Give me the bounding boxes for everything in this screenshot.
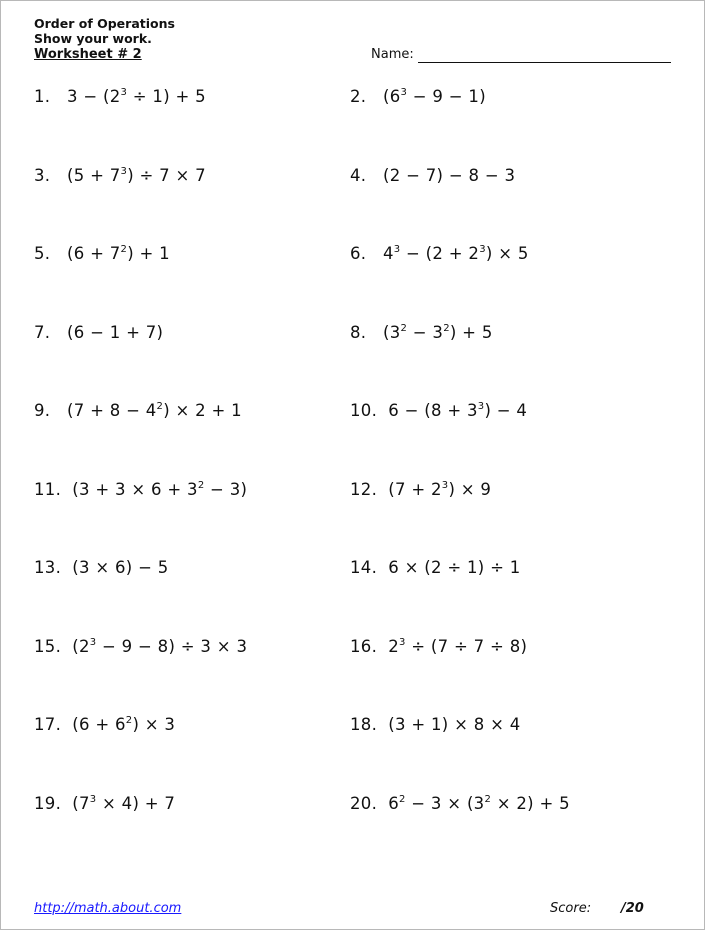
expression-text: (7 + 8 − 4 — [66, 401, 157, 420]
exponent: 2 — [156, 401, 164, 412]
exponent: 2 — [484, 793, 492, 805]
expression-text: (5 + 7 — [66, 165, 121, 185]
problem-expression — [67, 401, 242, 420]
problem-number: 15. — [34, 636, 62, 656]
exponent: 3 — [399, 636, 406, 648]
expression-text: ) × 9 — [448, 479, 492, 499]
expression-text: 6 − (8 + 3 — [388, 401, 478, 420]
problem-number: 7. — [34, 322, 51, 342]
problem-number: 6. — [350, 244, 367, 263]
exponent: 2 — [120, 244, 128, 255]
expression-text: (6 − 1 + 7) — [66, 322, 164, 342]
expression-text: (6 + 6 — [72, 715, 126, 734]
problem-19 — [34, 794, 175, 814]
expression-text: ) × 3 — [132, 715, 176, 734]
exponent: 3 — [89, 636, 97, 648]
expression-text: ÷ (7 ÷ 7 ÷ 8) — [405, 636, 528, 656]
problem-number: 9. — [34, 401, 51, 420]
expression-text: (3 + 1) × 8 × 4 — [388, 715, 521, 734]
expression-text: ) × 2 + 1 — [163, 401, 242, 420]
name-label: Name: — [371, 47, 414, 62]
problem-expression — [72, 480, 247, 499]
problem-5 — [34, 244, 170, 264]
name-line[interactable] — [418, 62, 671, 63]
problem-expression — [383, 166, 515, 185]
expression-text: (3 × 6) − 5 — [72, 558, 169, 577]
problem-10 — [350, 401, 527, 421]
problem-number: 19. — [34, 793, 62, 813]
expression-text: ) ÷ 7 × 7 — [127, 165, 206, 185]
expression-text: − 9 − 8) ÷ 3 × 3 — [96, 636, 248, 656]
expression-text: − 3 — [407, 322, 444, 342]
score-label: Score: — [550, 901, 592, 916]
problem-number: 5. — [34, 244, 51, 263]
expression-text: × 4) + 7 — [96, 793, 176, 813]
expression-text: 6 × (2 ÷ 1) ÷ 1 — [388, 558, 521, 577]
expression-text: − (2 + 2 — [400, 244, 480, 263]
expression-text: ) − 4 — [484, 401, 528, 420]
expression-text: 4 — [382, 244, 394, 263]
problem-8 — [350, 323, 493, 343]
exponent: 3 — [441, 479, 449, 491]
problem-number: 16. — [350, 636, 378, 656]
exponent: 2 — [197, 479, 205, 491]
problem-number: 12. — [350, 479, 378, 499]
worksheet-number: Worksheet # 2 — [34, 47, 142, 62]
problem-number: 11. — [34, 479, 62, 499]
problem-2 — [350, 87, 486, 107]
expression-text: − 3 × (3 — [405, 793, 485, 813]
problem-number: 13. — [34, 558, 62, 577]
problem-1 — [34, 87, 206, 107]
exponent: 2 — [399, 793, 406, 805]
expression-text: ) + 1 — [127, 244, 170, 263]
problem-expression — [72, 794, 175, 813]
problem-expression — [72, 637, 247, 656]
worksheet-instruction: Show your work. — [34, 31, 152, 46]
expression-text: ) × 5 — [485, 244, 529, 263]
problem-expression — [388, 715, 520, 734]
problem-expression — [72, 558, 168, 577]
problem-number: 4. — [350, 165, 367, 185]
problem-expression — [383, 323, 493, 342]
expression-text: − 9 − 1) — [407, 87, 486, 106]
exponent: 3 — [393, 244, 401, 255]
exponent: 3 — [400, 87, 408, 98]
problem-11 — [34, 480, 247, 500]
expression-text: × 2) + 5 — [491, 793, 570, 813]
problem-14 — [350, 558, 521, 578]
problem-expression — [383, 87, 486, 106]
problem-expression — [388, 401, 527, 420]
problem-18 — [350, 715, 521, 735]
expression-text: (7 — [72, 793, 90, 813]
problem-expression — [72, 715, 175, 734]
expression-text: (6 — [382, 87, 401, 106]
problem-number: 14. — [350, 558, 378, 577]
worksheet-title: Order of Operations — [34, 16, 175, 31]
problem-expression — [67, 244, 170, 263]
problem-number: 17. — [34, 715, 62, 734]
problem-expression — [388, 558, 520, 577]
problem-3 — [34, 166, 206, 186]
expression-text: ÷ 1) + 5 — [127, 87, 206, 106]
exponent: 2 — [443, 322, 450, 334]
problem-15 — [34, 637, 247, 657]
problem-expression — [383, 244, 529, 263]
exponent: 2 — [125, 715, 133, 726]
expression-text: ) + 5 — [449, 322, 493, 342]
problem-12 — [350, 480, 491, 500]
expression-text: 6 — [388, 793, 400, 813]
exponent: 2 — [400, 322, 408, 334]
problem-expression — [388, 794, 570, 813]
expression-text: (6 + 7 — [66, 244, 121, 263]
problem-9 — [34, 401, 242, 421]
problem-6 — [350, 244, 529, 264]
exponent: 3 — [120, 87, 128, 98]
problem-number: 1. — [34, 87, 51, 106]
expression-text: − 3) — [204, 479, 248, 499]
exponent: 3 — [120, 165, 128, 177]
expression-text: (2 — [72, 636, 90, 656]
problem-number: 2. — [350, 87, 367, 106]
problem-number: 18. — [350, 715, 378, 734]
problem-16 — [350, 637, 527, 657]
expression-text: 2 — [388, 636, 400, 656]
expression-text: (7 + 2 — [388, 479, 442, 499]
problem-expression — [67, 87, 206, 106]
exponent: 3 — [89, 793, 97, 805]
problem-number: 20. — [350, 793, 378, 813]
exponent: 3 — [479, 244, 486, 255]
expression-text: 3 − (2 — [66, 87, 121, 106]
footer-link[interactable]: http://math.about.com — [34, 901, 182, 916]
problem-13 — [34, 558, 169, 578]
problem-expression — [67, 323, 163, 342]
exponent: 3 — [477, 401, 485, 412]
expression-text: (2 − 7) − 8 − 3 — [382, 165, 516, 185]
problem-number: 3. — [34, 165, 51, 185]
problem-number: 10. — [350, 401, 378, 420]
problem-7 — [34, 323, 163, 343]
problem-expression — [388, 637, 527, 656]
problem-20 — [350, 794, 570, 814]
problem-17 — [34, 715, 175, 735]
problem-expression — [388, 480, 491, 499]
expression-text: (3 — [382, 322, 401, 342]
problem-number: 8. — [350, 322, 367, 342]
problem-4 — [350, 166, 515, 186]
problem-expression — [67, 166, 206, 185]
score-total: /20 — [621, 901, 644, 916]
expression-text: (3 + 3 × 6 + 3 — [72, 479, 198, 499]
